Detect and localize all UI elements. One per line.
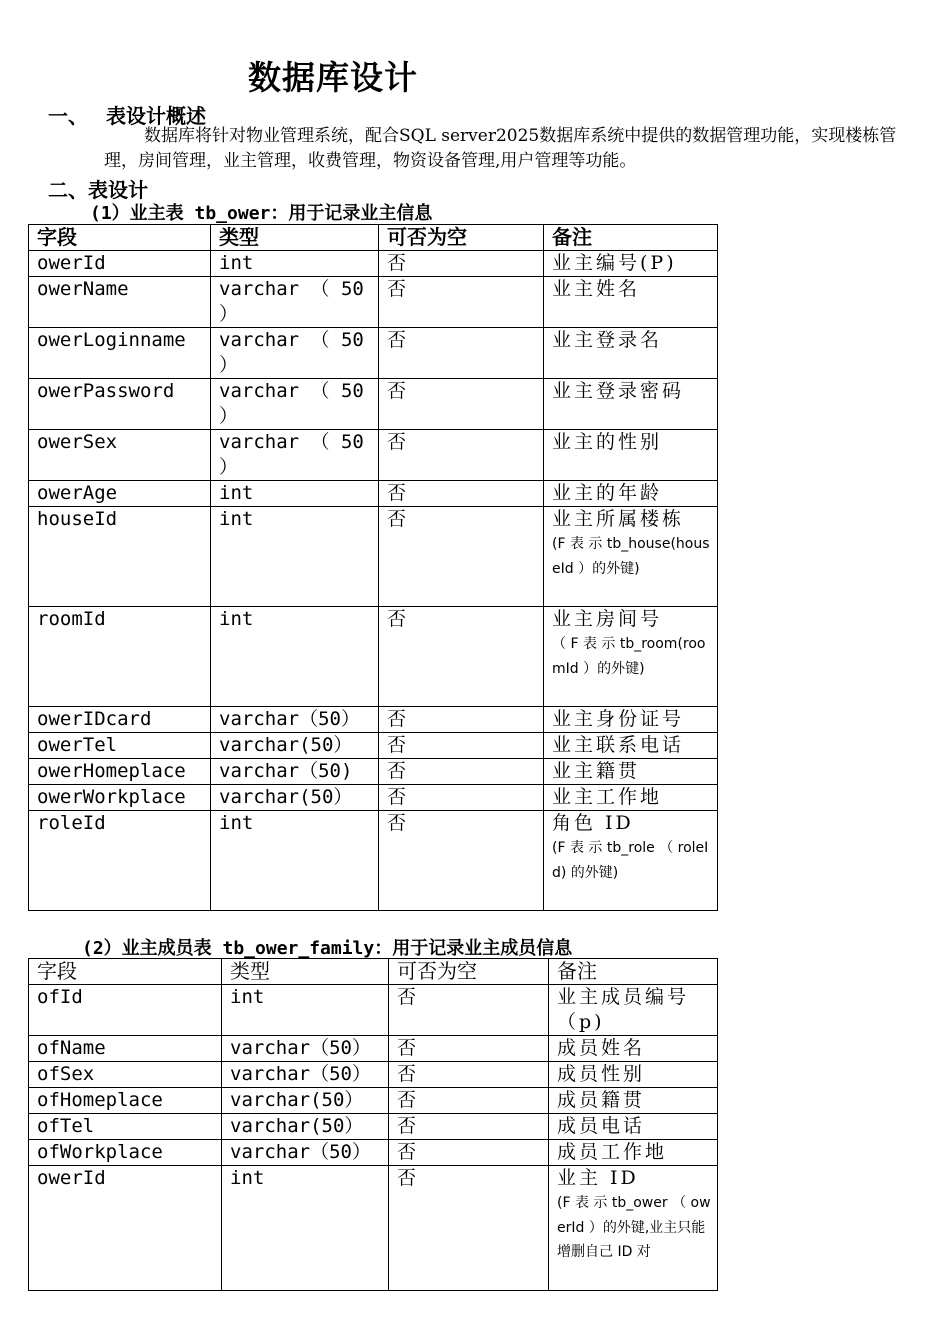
col-header-nullable: 可否为空 <box>379 225 544 251</box>
note-text: 业主房间号 <box>552 608 663 630</box>
note-text: 业主身份证号 <box>552 708 685 730</box>
table-row <box>29 985 718 1036</box>
note-subtext: （ F 表 示 tb_room(roomId ）的外键) <box>552 636 706 677</box>
note-cell <box>549 1166 718 1291</box>
note-text: 业主 ID <box>557 1167 639 1189</box>
field-cell: ofSex <box>29 1062 222 1088</box>
type-cell: int <box>211 607 379 707</box>
field-cell: ofTel <box>29 1114 222 1140</box>
nullable-cell: 否 <box>389 1114 549 1140</box>
section-1-number: 一、 <box>48 104 88 128</box>
col-header-note: 备注 <box>549 959 718 985</box>
note-cell <box>549 985 718 1036</box>
section-2-heading: 二、表设计 <box>48 178 148 202</box>
nullable-cell: 否 <box>379 507 544 607</box>
field-cell: owerWorkplace <box>29 785 211 811</box>
note-text: 业主的年龄 <box>552 482 663 504</box>
table-row <box>29 430 718 481</box>
type-cell: int <box>211 481 379 507</box>
note-subtext: (F 表 示 tb_role （ roleId) 的外键) <box>552 840 709 881</box>
nullable-cell: 否 <box>379 811 544 911</box>
overview-text: 数据库将针对物业管理系统，配合SQL server2025数据库系统中提供的数据管理功能，实现楼栋管理，房间管理，业主管理，收费管理，物资设备管理,用户管理等功能。 <box>104 126 897 171</box>
nullable-cell: 否 <box>379 328 544 379</box>
note-text: 业主所属楼栋 <box>552 508 685 530</box>
table-row <box>29 507 718 607</box>
note-text: 业主登录密码 <box>552 380 685 402</box>
col-header-field: 字段 <box>29 225 211 251</box>
table-row <box>29 759 718 785</box>
field-cell: roomId <box>29 607 211 707</box>
note-text: 成员籍贯 <box>557 1089 646 1111</box>
note-text: 业主联系电话 <box>552 734 685 756</box>
table-row <box>29 811 718 911</box>
note-cell <box>549 1114 718 1140</box>
field-cell: roleId <box>29 811 211 911</box>
note-cell <box>544 707 718 733</box>
type-cell: varchar（50） <box>222 1140 389 1166</box>
note-text: 成员工作地 <box>557 1141 668 1163</box>
table-1 <box>28 224 718 911</box>
type-cell: varchar(50） <box>222 1114 389 1140</box>
note-text: 成员姓名 <box>557 1037 646 1059</box>
table-1-caption: (1）业主表 tb_ower：用于记录业主信息 <box>90 203 433 224</box>
field-cell: ofName <box>29 1036 222 1062</box>
nullable-cell: 否 <box>379 785 544 811</box>
field-cell: owerId <box>29 1166 222 1291</box>
table-row <box>29 379 718 430</box>
note-text: 业主登录名 <box>552 329 663 351</box>
type-cell: varchar(50） <box>211 785 379 811</box>
field-cell: houseId <box>29 507 211 607</box>
nullable-cell: 否 <box>389 1088 549 1114</box>
table-row <box>29 277 718 328</box>
document-title: 数据库设计 <box>248 58 418 97</box>
note-text: 业主的性别 <box>552 431 663 453</box>
note-cell <box>544 785 718 811</box>
table-row <box>29 1166 718 1291</box>
note-text: 业主编号(P) <box>552 252 677 274</box>
note-cell <box>544 607 718 707</box>
field-cell: owerPassword <box>29 379 211 430</box>
note-cell <box>549 1062 718 1088</box>
field-cell: owerId <box>29 251 211 277</box>
nullable-cell: 否 <box>379 430 544 481</box>
table-row <box>29 328 718 379</box>
note-cell <box>544 759 718 785</box>
note-cell <box>549 1140 718 1166</box>
nullable-cell: 否 <box>379 251 544 277</box>
table-row <box>29 1114 718 1140</box>
nullable-cell: 否 <box>389 1062 549 1088</box>
overview-paragraph <box>104 124 924 174</box>
type-cell: varchar（50) <box>211 759 379 785</box>
field-cell: ofId <box>29 985 222 1036</box>
note-cell <box>544 733 718 759</box>
nullable-cell: 否 <box>389 1036 549 1062</box>
type-cell: int <box>211 507 379 607</box>
note-cell <box>549 1036 718 1062</box>
note-cell <box>544 811 718 911</box>
nullable-cell: 否 <box>379 607 544 707</box>
nullable-cell: 否 <box>389 1140 549 1166</box>
table-row <box>29 733 718 759</box>
type-cell: varchar （ 50 ） <box>211 379 379 430</box>
table-row <box>29 707 718 733</box>
note-cell <box>544 481 718 507</box>
nullable-cell: 否 <box>379 481 544 507</box>
table-row <box>29 607 718 707</box>
field-cell: owerHomeplace <box>29 759 211 785</box>
field-cell: owerAge <box>29 481 211 507</box>
note-text: 业主成员编号（p) <box>557 986 690 1033</box>
table-row <box>29 251 718 277</box>
field-cell: owerIDcard <box>29 707 211 733</box>
table-2-header-row <box>29 959 718 985</box>
type-cell: varchar(50） <box>211 733 379 759</box>
col-header-type: 类型 <box>211 225 379 251</box>
nullable-cell: 否 <box>379 733 544 759</box>
note-subtext: (F 表 示 tb_house(houseId ）的外键) <box>552 536 710 577</box>
field-cell: owerName <box>29 277 211 328</box>
section-1-title: 表设计概述 <box>106 104 206 128</box>
table-1-header-row <box>29 225 718 251</box>
col-header-nullable: 可否为空 <box>389 959 549 985</box>
field-cell: owerSex <box>29 430 211 481</box>
note-text: 成员性别 <box>557 1063 646 1085</box>
nullable-cell: 否 <box>379 277 544 328</box>
note-text: 成员电话 <box>557 1115 646 1137</box>
type-cell: int <box>222 985 389 1036</box>
type-cell: varchar （ 50 ） <box>211 328 379 379</box>
table-row <box>29 481 718 507</box>
note-text: 业主籍贯 <box>552 760 641 782</box>
type-cell: int <box>222 1166 389 1291</box>
note-cell <box>544 430 718 481</box>
note-text: 业主姓名 <box>552 278 641 300</box>
note-cell <box>544 507 718 607</box>
col-header-note: 备注 <box>544 225 718 251</box>
nullable-cell: 否 <box>379 379 544 430</box>
field-cell: owerTel <box>29 733 211 759</box>
table-row <box>29 1140 718 1166</box>
note-subtext: (F 表 示 tb_ower （ owerId ）的外键,业主只能增删自己 ID 对 <box>557 1195 711 1260</box>
note-cell <box>544 277 718 328</box>
note-cell <box>544 251 718 277</box>
nullable-cell: 否 <box>379 759 544 785</box>
type-cell: varchar（50） <box>222 1036 389 1062</box>
field-cell: ofHomeplace <box>29 1088 222 1114</box>
table-row <box>29 1062 718 1088</box>
note-text: 业主工作地 <box>552 786 663 808</box>
nullable-cell: 否 <box>389 1166 549 1291</box>
table-row <box>29 1036 718 1062</box>
type-cell: varchar（50） <box>222 1062 389 1088</box>
field-cell: ofWorkplace <box>29 1140 222 1166</box>
type-cell: int <box>211 251 379 277</box>
type-cell: int <box>211 811 379 911</box>
type-cell: varchar （ 50 ） <box>211 277 379 328</box>
nullable-cell: 否 <box>389 985 549 1036</box>
type-cell: varchar （ 50 ） <box>211 430 379 481</box>
table-row <box>29 1088 718 1114</box>
note-cell <box>544 328 718 379</box>
col-header-type: 类型 <box>222 959 389 985</box>
note-cell <box>544 379 718 430</box>
note-text: 角色 ID <box>552 812 634 834</box>
type-cell: varchar（50） <box>211 707 379 733</box>
type-cell: varchar(50） <box>222 1088 389 1114</box>
table-2 <box>28 958 718 1291</box>
note-cell <box>549 1088 718 1114</box>
table-2-caption: (2）业主成员表 tb_ower_family：用于记录业主成员信息 <box>82 938 573 959</box>
nullable-cell: 否 <box>379 707 544 733</box>
col-header-field: 字段 <box>29 959 222 985</box>
table-row <box>29 785 718 811</box>
field-cell: owerLoginname <box>29 328 211 379</box>
